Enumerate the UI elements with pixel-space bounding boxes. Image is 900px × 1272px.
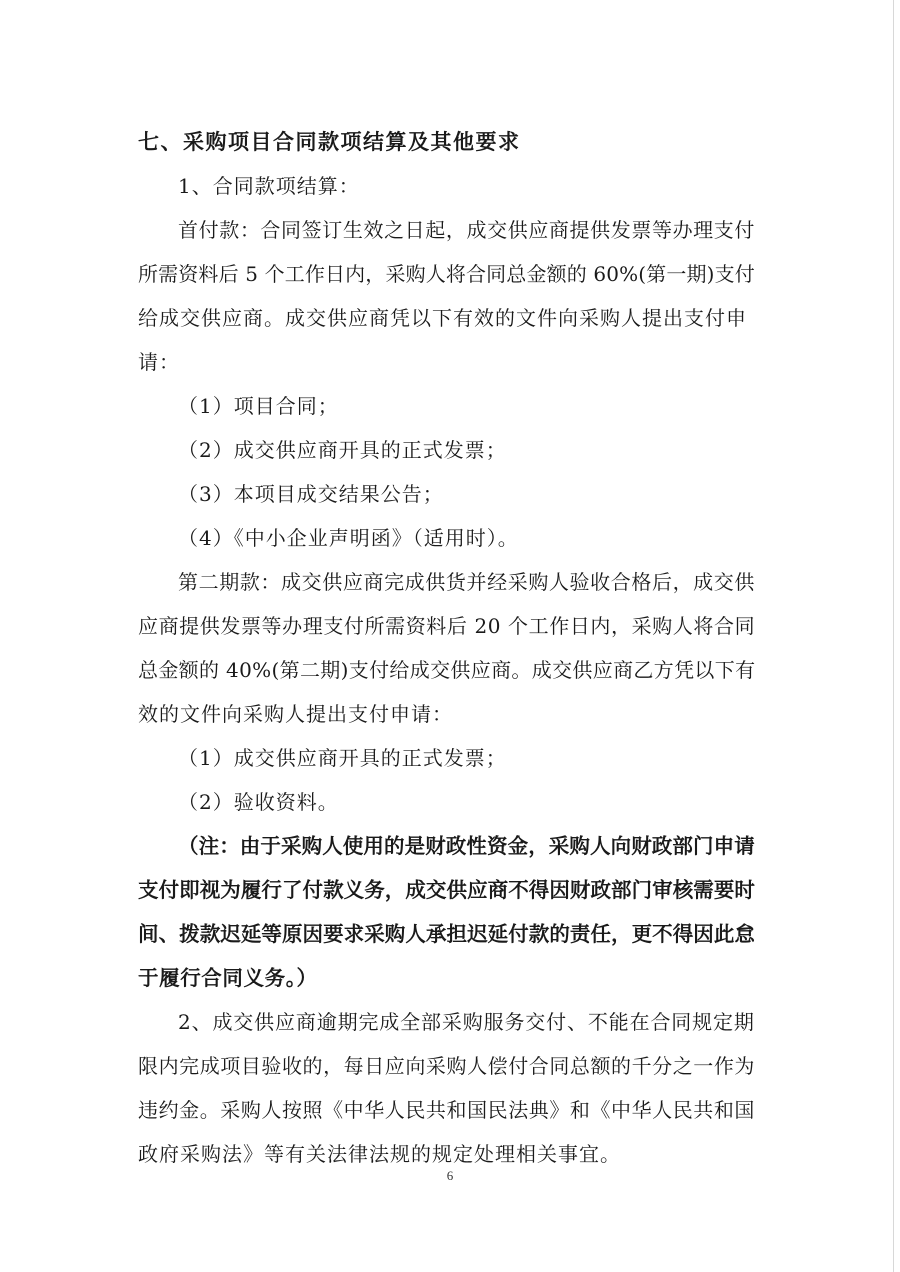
scan-edge-line (893, 0, 894, 1272)
note-line: （注：由于采购人使用的是财政性资金，采购人向财政部门申请 (178, 834, 755, 858)
penalty-line: 2、成交供应商逾期完成全部采购服务交付、不能在合同规定期 (178, 1010, 755, 1034)
penalty-line: 限内完成项目验收的，每日应向采购人偿付合同总额的千分之一作为 (138, 1054, 755, 1078)
section-heading: 七、采购项目合同款项结算及其他要求 (138, 129, 521, 154)
second-payment-line: 第二期款：成交供应商完成供货并经采购人验收合格后，成交供 (178, 570, 755, 594)
first-payment-line: 请： (138, 350, 180, 374)
first-payment-line: 首付款：合同签订生效之日起，成交供应商提供发票等办理支付 (178, 218, 755, 242)
note-line: 于履行合同义务。） (138, 966, 318, 990)
penalty-line: 违约金。采购人按照《中华人民共和国民法典》和《中华人民共和国 (138, 1098, 755, 1122)
first-payment-line: 给成交供应商。成交供应商凭以下有效的文件向采购人提出支付申 (138, 306, 747, 330)
penalty-line: 政府采购法》等有关法律法规的规定处理相关事宜。 (138, 1142, 621, 1166)
page-number: 6 (446, 1168, 454, 1183)
settlement-title: 1、合同款项结算： (178, 174, 360, 198)
second-doc-item: （2）验收资料。 (178, 790, 339, 814)
second-payment-line: 总金额的 40%(第二期)支付给成交供应商。成交供应商乙方凭以下有 (138, 658, 756, 682)
second-payment-line: 应商提供发票等办理支付所需资料后 20 个工作日内，采购人将合同 (138, 614, 756, 638)
first-payment-line: 所需资料后 5 个工作日内，采购人将合同总金额的 60%(第一期)支付 (138, 262, 755, 286)
first-doc-item: （2）成交供应商开具的正式发票； (178, 438, 507, 462)
first-doc-item: （4）《中小企业声明函》（适用时）。 (178, 526, 519, 550)
first-doc-item: （1）项目合同； (178, 394, 339, 418)
note-line: 支付即视为履行了付款义务，成交供应商不得因财政部门审核需要时 (138, 878, 755, 902)
first-doc-item: （3）本项目成交结果公告； (178, 482, 444, 506)
second-payment-line: 效的文件向采购人提出支付申请： (138, 702, 453, 726)
note-line: 间、拨款迟延等原因要求采购人承担迟延付款的责任，更不得因此怠 (138, 922, 755, 946)
second-doc-item: （1）成交供应商开具的正式发票； (178, 746, 507, 770)
